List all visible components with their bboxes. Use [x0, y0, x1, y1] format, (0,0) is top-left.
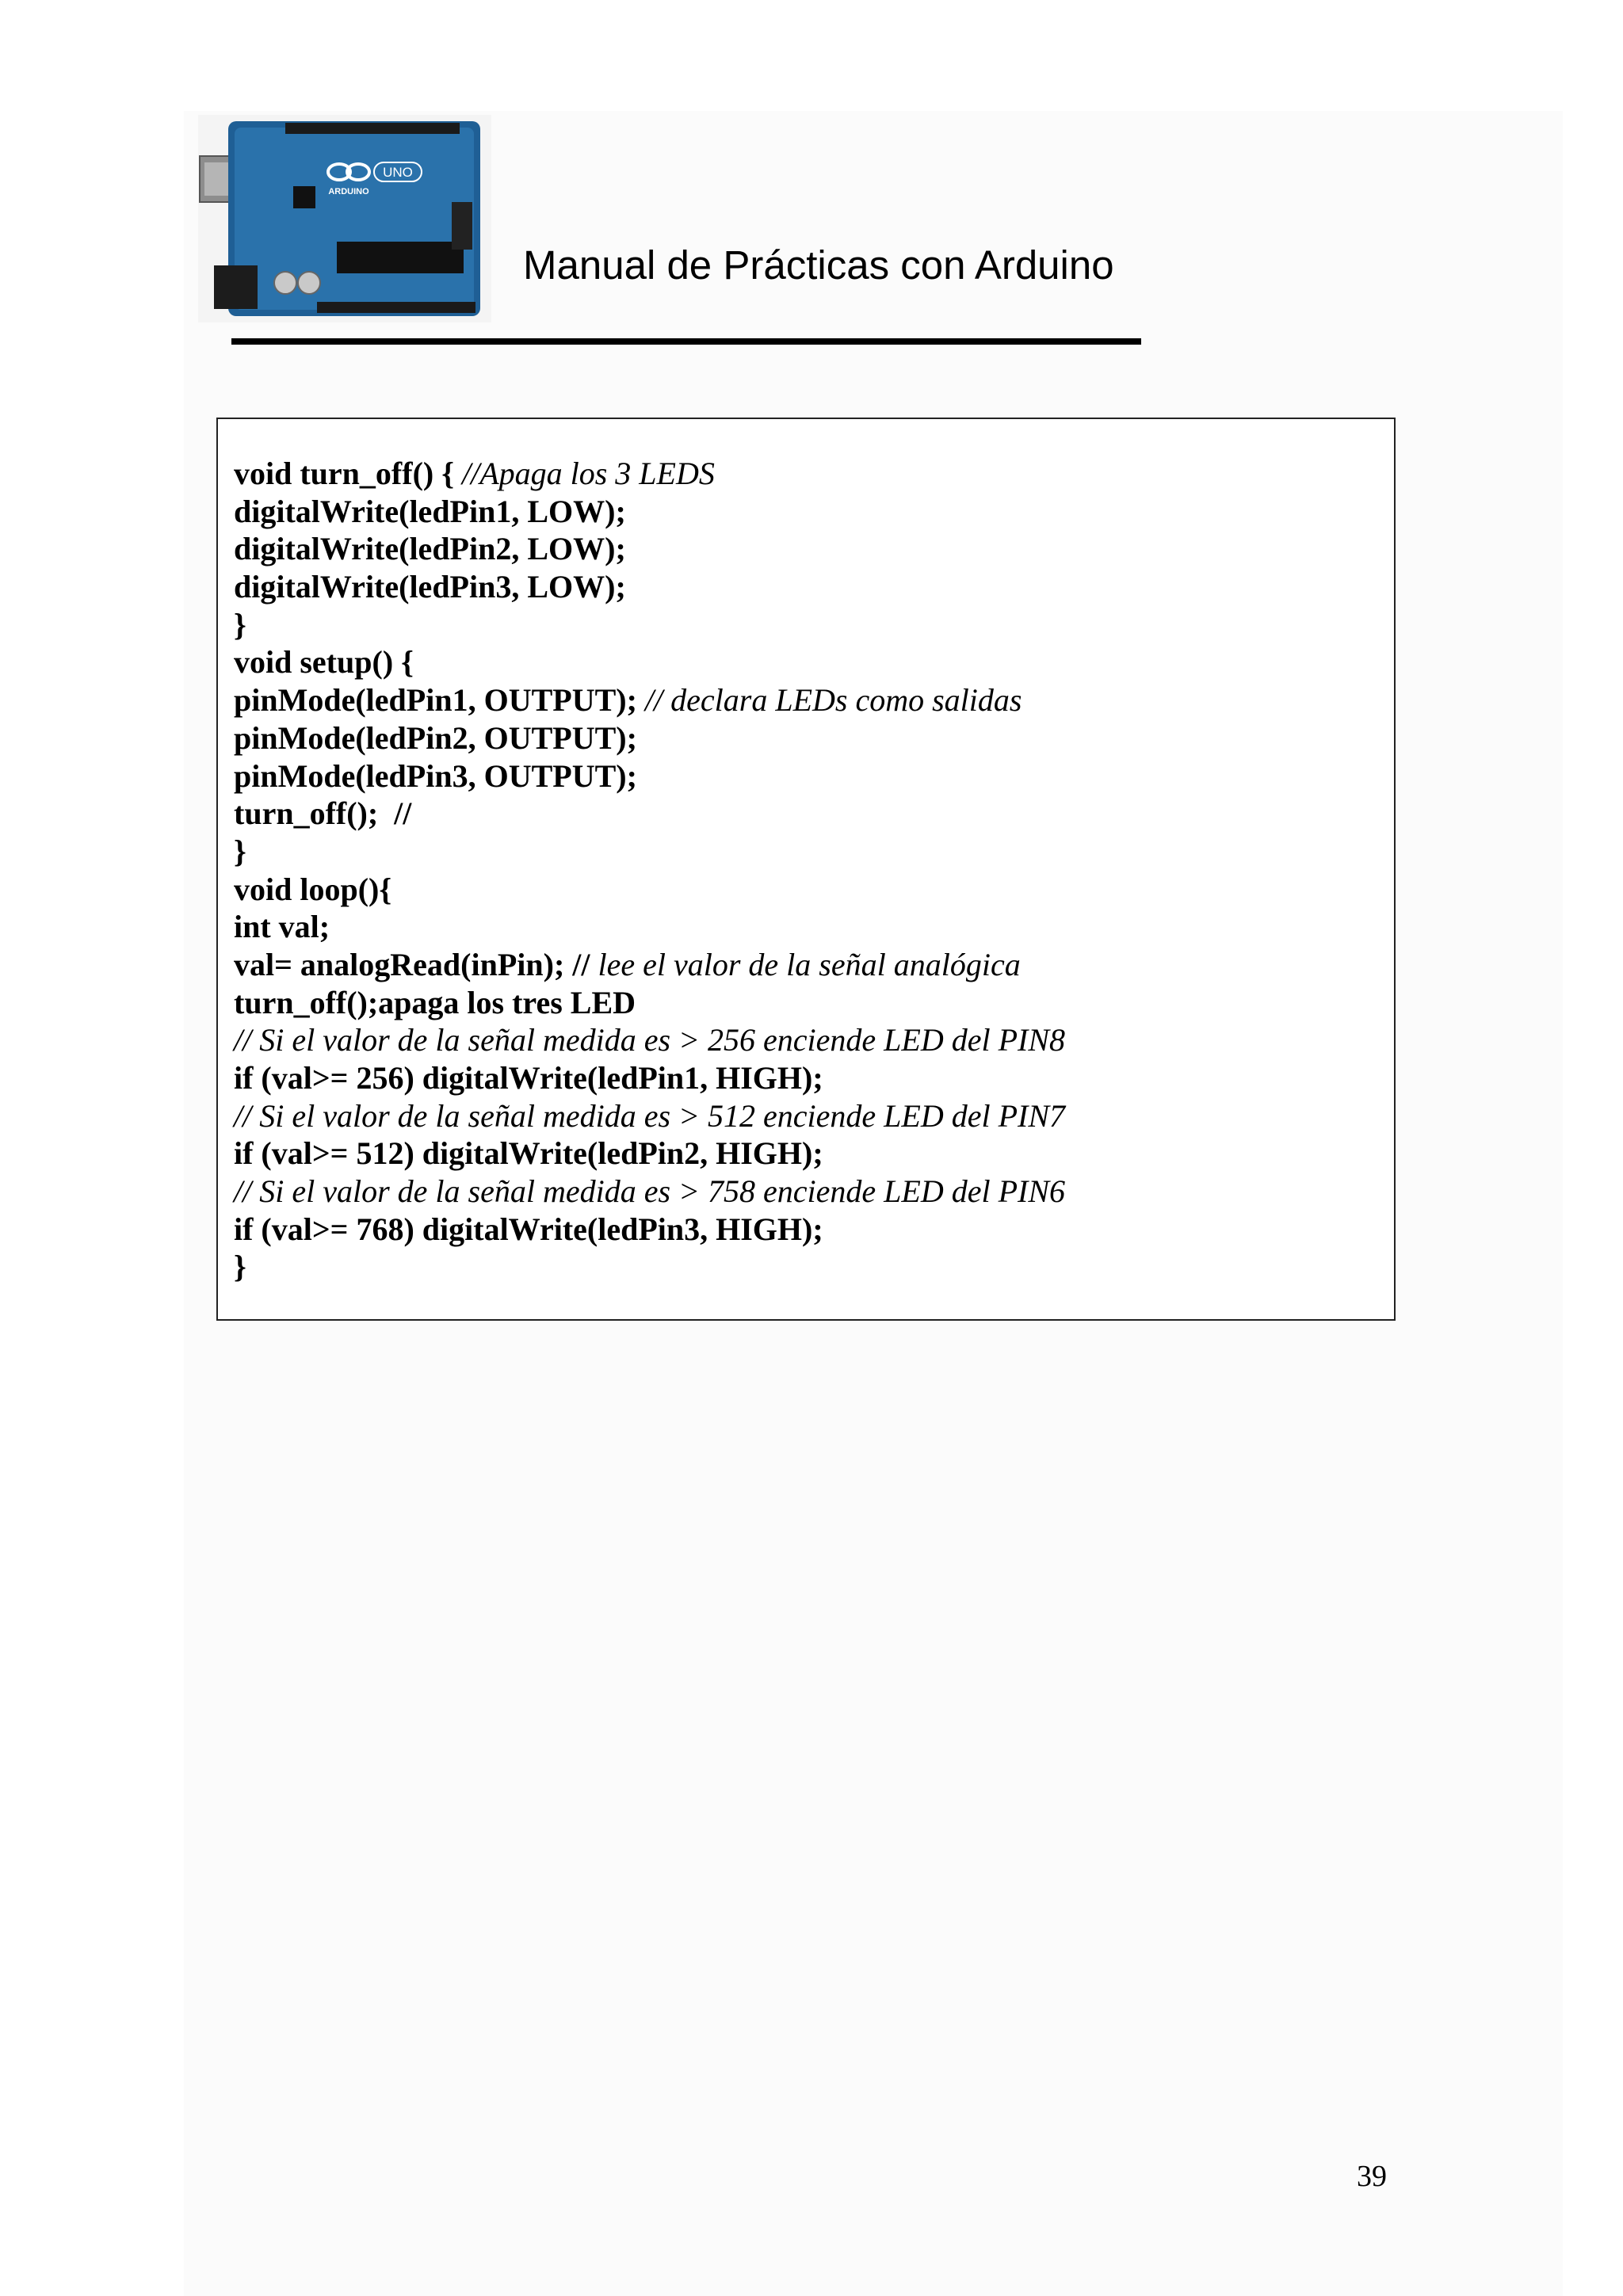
code-line: [234, 643, 1378, 681]
code-comment: // Si el valor de la señal medida es > 256 enciende LED del PIN8: [234, 1022, 1066, 1058]
code-line: [234, 493, 1378, 531]
code-line: [234, 1059, 1378, 1097]
code-line: [234, 1021, 1378, 1059]
document-title: Manual de Prácticas con Arduino: [523, 242, 1114, 288]
code-line: [234, 1135, 1378, 1173]
code-statement: }: [234, 1249, 246, 1285]
code-line: [234, 1248, 1378, 1286]
page-number: 39: [1357, 2160, 1387, 2193]
code-line: [234, 946, 1378, 984]
code-statement: pinMode(ledPin2, OUTPUT);: [234, 719, 637, 756]
code-statement: digitalWrite(ledPin1, LOW);: [234, 493, 626, 529]
logo-uno-text: UNO: [383, 165, 413, 180]
code-line: [234, 1211, 1378, 1249]
code-line: [234, 1097, 1378, 1135]
code-statement: void loop(){: [234, 871, 392, 907]
code-statement: if (val>= 512) digitalWrite(ledPin2, HIGH);: [234, 1135, 823, 1172]
code-line: [234, 568, 1378, 606]
code-line: [234, 719, 1378, 757]
code-statement: digitalWrite(ledPin3, LOW);: [234, 569, 626, 605]
code-comment: //Apaga los 3 LEDS: [461, 456, 715, 491]
code-comment: // Si el valor de la señal medida es > 512 enciende LED del PIN7: [234, 1097, 1066, 1134]
code-listing-box: [216, 418, 1396, 1321]
code-statement: val= analogRead(inPin); //: [234, 946, 598, 982]
code-statement: if (val>= 768) digitalWrite(ledPin3, HIGH);: [234, 1211, 823, 1247]
code-line: [234, 908, 1378, 946]
page-header: [0, 0, 1623, 364]
code-line: [234, 530, 1378, 568]
code-line: [234, 984, 1378, 1022]
code-line: [234, 757, 1378, 795]
code-statement: pinMode(ledPin1, OUTPUT);: [234, 682, 645, 719]
code-statement: digitalWrite(ledPin2, LOW);: [234, 531, 626, 567]
header-divider: [231, 338, 1141, 345]
code-comment: lee el valor de la señal analógica: [598, 946, 1021, 982]
code-line: [234, 606, 1378, 644]
code-statement: }: [234, 833, 246, 869]
code-line: [234, 871, 1378, 909]
code-line: [234, 833, 1378, 871]
code-statement: turn_off();apaga los tres LED: [234, 984, 636, 1020]
code-line: [234, 1173, 1378, 1211]
arduino-board-image: [198, 115, 491, 322]
code-statement: if (val>= 256) digitalWrite(ledPin1, HIGH);: [234, 1060, 823, 1096]
code-line: [234, 795, 1378, 833]
code-statement: void turn_off() {: [234, 456, 462, 491]
logo-arduino-text: ARDUINO: [328, 187, 369, 196]
code-line: [234, 455, 1378, 493]
code-line: [234, 681, 1378, 719]
code-statement: turn_off(); //: [234, 795, 412, 832]
code-statement: int val;: [234, 909, 330, 945]
code-statement: }: [234, 606, 246, 643]
code-listing: [234, 455, 1378, 1286]
code-comment: // Si el valor de la señal medida es > 758 enciende LED del PIN6: [234, 1173, 1066, 1210]
code-statement: void setup() {: [234, 644, 414, 681]
code-statement: pinMode(ledPin3, OUTPUT);: [234, 757, 637, 794]
code-comment: // declara LEDs como salidas: [644, 682, 1022, 719]
